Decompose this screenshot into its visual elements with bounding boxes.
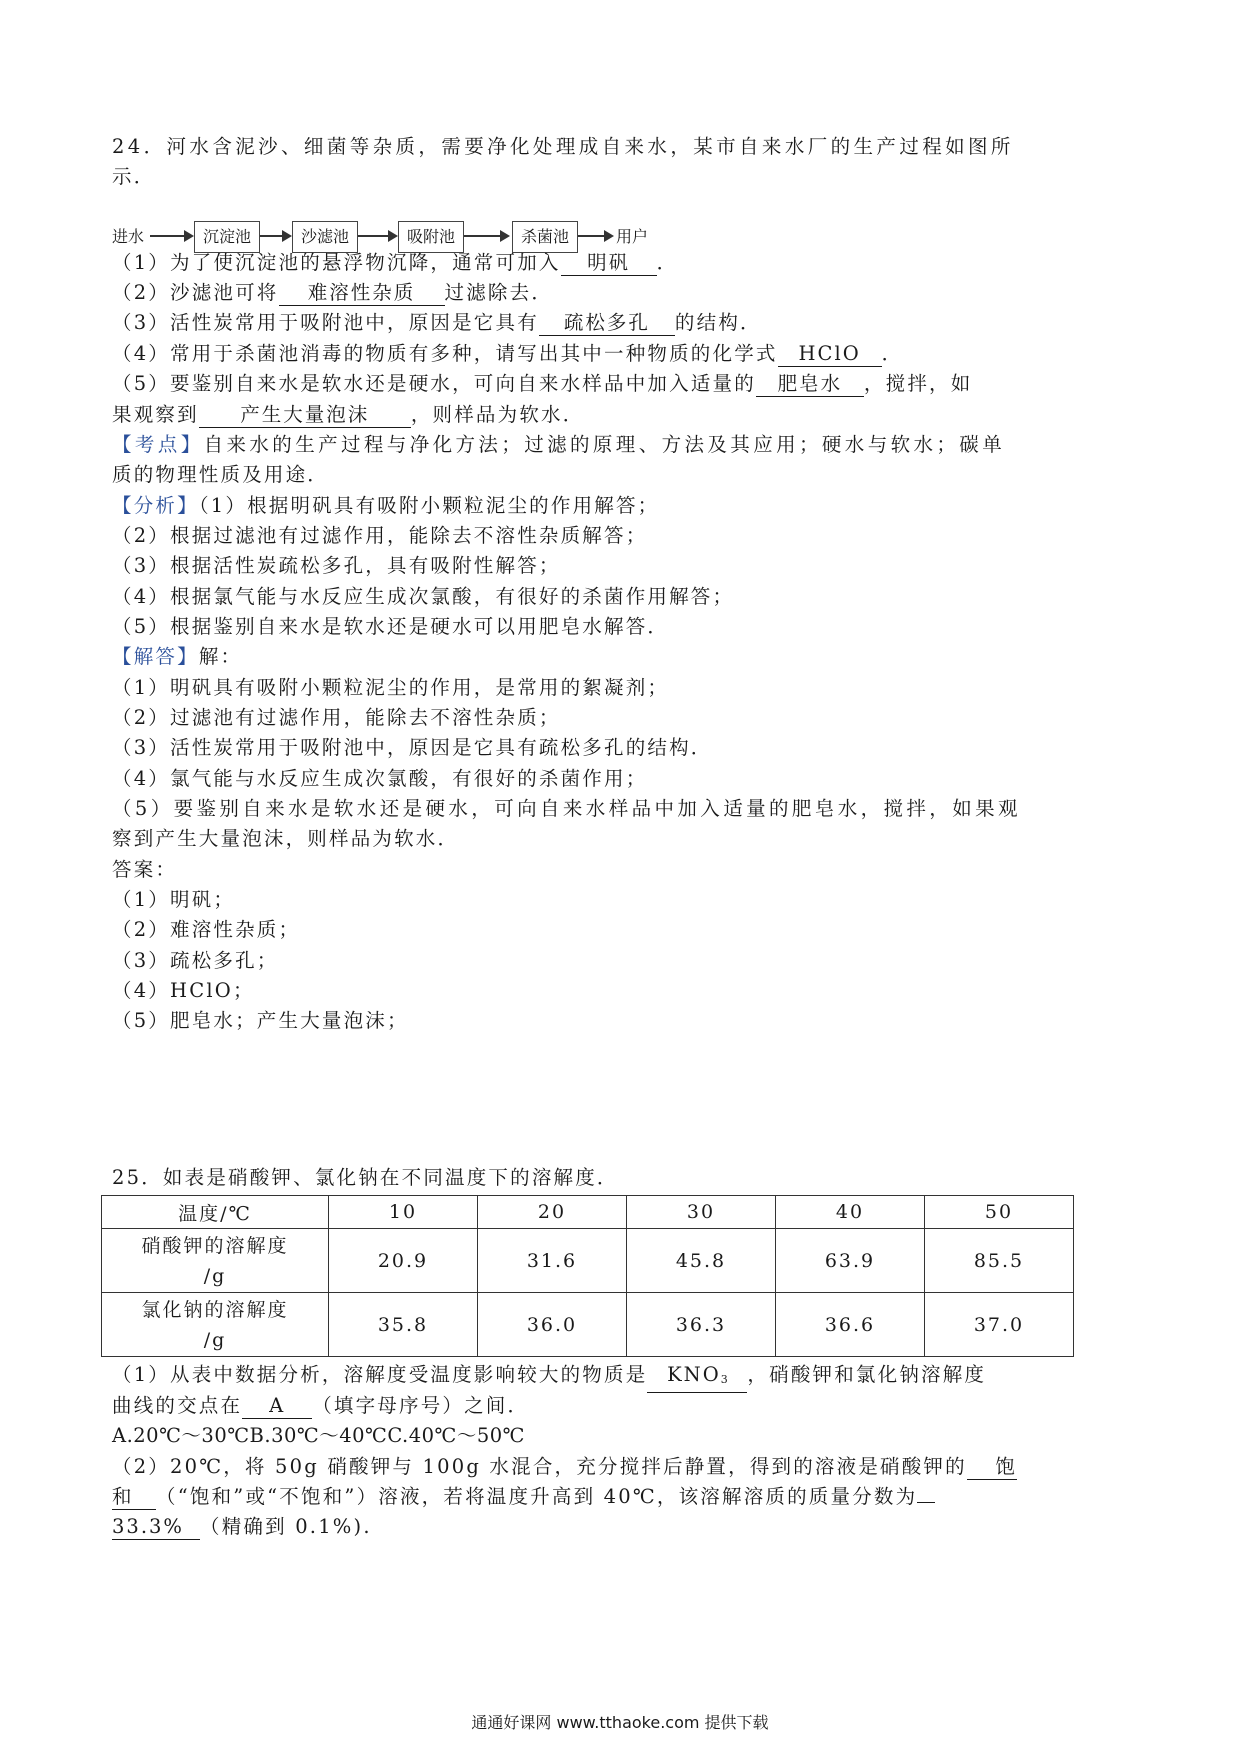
table-header-row bbox=[102, 1196, 1074, 1229]
q24-fenxi-line: （2）根据过滤池有过滤作用，能除去不溶性杂质解答； bbox=[112, 524, 648, 547]
flow-step-sterilization: 杀菌池 bbox=[512, 221, 578, 253]
answer-blank: 饱 bbox=[967, 1455, 1017, 1480]
table-header-cell: 40 bbox=[776, 1196, 925, 1229]
answer-blank: A bbox=[242, 1394, 312, 1419]
table-cell: 37.0 bbox=[925, 1293, 1074, 1357]
flow-end-label: 用户 bbox=[616, 227, 649, 246]
jieda-tag: 【解答】 bbox=[112, 645, 199, 668]
table-header-cell: 50 bbox=[925, 1196, 1074, 1229]
table-cell: 85.5 bbox=[925, 1229, 1074, 1293]
q24-answer-line: （2）难溶性杂质； bbox=[112, 918, 301, 941]
q24-jieda-line: （3）活性炭常用于吸附池中，原因是它具有疏松多孔的结构． bbox=[112, 736, 713, 759]
answer-blank: 肥皂水 bbox=[756, 372, 864, 397]
table-cell: 36.0 bbox=[478, 1293, 627, 1357]
table-header-cell: 温度/℃ bbox=[102, 1196, 329, 1229]
page-footer: 通通好课网 www.tthaoke.com 提供下载 bbox=[471, 1713, 769, 1732]
flow-start-label: 进水 bbox=[112, 227, 145, 246]
q24-fenxi-line: （5）根据鉴别自来水是软水还是硬水可以用肥皂水解答． bbox=[112, 615, 670, 638]
q24-kaodian-line2: 质的物理性质及用途． bbox=[112, 463, 330, 486]
q25-stem: 25．如表是硝酸钾、氯化钠在不同温度下的溶解度． bbox=[112, 1166, 619, 1189]
q24-stem-line1: 24．河水含泥沙、细菌等杂质，需要净化处理成自来水，某市自来水厂的生产过程如图所 bbox=[112, 135, 1014, 158]
q24-jieda-head: 【解答】解： bbox=[112, 645, 243, 668]
q24-stem-line2: 示． bbox=[112, 165, 156, 188]
kaodian-tag: 【考点】 bbox=[112, 433, 204, 456]
flow-arrow-icon bbox=[578, 235, 612, 237]
q24-jieda-line: （1）明矾具有吸附小颗粒泥尘的作用，是常用的絮凝剂； bbox=[112, 676, 670, 699]
q25-part1-line1: （1）从表中数据分析，溶解度受温度影响较大的物质是 $KNO_3$ ，硝酸钾和氯化钠溶解度 bbox=[112, 1360, 1132, 1393]
flow-step-sand-filter: 沙滤池 bbox=[292, 221, 358, 253]
table-cell: 35.8 bbox=[329, 1293, 478, 1357]
answer-blank: 明矾 bbox=[561, 251, 657, 276]
table-cell: 31.6 bbox=[478, 1229, 627, 1293]
table-cell: 20.9 bbox=[329, 1229, 478, 1293]
answer-blank: $KNO_3$ bbox=[647, 1363, 747, 1393]
solubility-table bbox=[101, 1195, 1074, 1357]
table-cell: 63.9 bbox=[776, 1229, 925, 1293]
table-header-cell: 10 bbox=[329, 1196, 478, 1229]
q24-part4: （4）常用于杀菌池消毒的物质有多种，请写出其中一种物质的化学式 HClO ． bbox=[112, 342, 904, 365]
q24-jieda-line: 察到产生大量泡沫，则样品为软水． bbox=[112, 827, 460, 850]
answer-blank: 疏松多孔 bbox=[539, 311, 675, 336]
answer-blank: 和 bbox=[112, 1485, 156, 1510]
q24-answer-line: （5）肥皂水；产生大量泡沫； bbox=[112, 1009, 409, 1032]
table-row bbox=[102, 1229, 1074, 1293]
q24-jieda-line: （5）要鉴别自来水是软水还是硬水，可向自来水样品中加入适量的肥皂水，搅拌，如果观 bbox=[112, 797, 1021, 820]
table-cell: 36.3 bbox=[627, 1293, 776, 1357]
q24-jieda-line: （2）过滤池有过滤作用，能除去不溶性杂质； bbox=[112, 706, 561, 729]
flow-arrow-icon bbox=[260, 235, 290, 237]
flow-step-sedimentation: 沉淀池 bbox=[194, 221, 260, 253]
flow-arrow-icon bbox=[464, 235, 508, 237]
q24-kaodian-line1: 【考点】自来水的生产过程与净化方法；过滤的原理、方法及其应用；硬水与软水；碳单 bbox=[112, 433, 1006, 456]
q24-part5-line2: 果观察到 产生大量泡沫 ，则样品为软水． bbox=[112, 403, 585, 426]
q24-part5-line1: （5）要鉴别自来水是软水还是硬水，可向自来水样品中加入适量的 肥皂水 ，搅拌，如 bbox=[112, 372, 973, 395]
table-header-cell: 30 bbox=[627, 1196, 776, 1229]
fenxi-tag: 【分析】 bbox=[112, 494, 199, 517]
answer-blank bbox=[917, 1502, 935, 1503]
flow-arrow-icon bbox=[358, 235, 396, 237]
q24-answer-line: （3）疏松多孔； bbox=[112, 949, 279, 972]
q25-part2-line1: （2）20℃，将 50g 硝酸钾与 100g 水混合，充分搅拌后静置，得到的溶液是硝酸钾的 饱 bbox=[112, 1455, 1017, 1478]
answer-blank: 产生大量泡沫 bbox=[199, 403, 411, 428]
q25-part2-line3: 33.3% （精确到 0.1%). bbox=[112, 1515, 372, 1538]
answer-blank: HClO bbox=[778, 342, 882, 367]
table-row-label: 硝酸钾的溶解度 /g bbox=[102, 1229, 329, 1293]
q24-part2: （2）沙滤池可将 难溶性杂质 过滤除去． bbox=[112, 281, 554, 304]
q25-part2-line2: 和 （“饱和”或“不饱和”）溶液，若将温度升高到 40℃，该溶解溶质的质量分数为 bbox=[112, 1482, 1132, 1512]
answer-blank: 33.3% bbox=[112, 1515, 200, 1540]
q24-answer-head: 答案： bbox=[112, 858, 178, 881]
table-cell: 45.8 bbox=[627, 1229, 776, 1293]
q24-fenxi-line: （3）根据活性炭疏松多孔，具有吸附性解答； bbox=[112, 554, 561, 577]
q24-answer-line: （1）明矾； bbox=[112, 888, 236, 911]
table-cell: 36.6 bbox=[776, 1293, 925, 1357]
table-header-cell: 20 bbox=[478, 1196, 627, 1229]
table-row bbox=[102, 1293, 1074, 1357]
q24-part3: （3）活性炭常用于吸附池中，原因是它具有 疏松多孔 的结构． bbox=[112, 311, 762, 334]
q24-fenxi-line1: 【分析】（1）根据明矾具有吸附小颗粒泥尘的作用解答； bbox=[112, 494, 660, 517]
table-row-label: 氯化钠的溶解度 /g bbox=[102, 1293, 329, 1357]
q24-part1: （1）为了使沉淀池的悬浮物沉降，通常可加入 明矾 ． bbox=[112, 251, 679, 274]
q25-options: A.20℃～30℃B.30℃～40℃C.40℃～50℃ bbox=[112, 1424, 525, 1447]
flow-step-adsorption: 吸附池 bbox=[398, 221, 464, 253]
q24-jieda-line: （4）氯气能与水反应生成次氯酸，有很好的杀菌作用； bbox=[112, 767, 648, 790]
q25-part1-line2: 曲线的交点在 A （填字母序号）之间． bbox=[112, 1394, 530, 1417]
answer-blank: 难溶性杂质 bbox=[279, 281, 445, 306]
flow-arrow-icon bbox=[150, 235, 192, 237]
q24-answer-line: （4）HClO； bbox=[112, 979, 255, 1002]
q24-fenxi-line: （4）根据氯气能与水反应生成次氯酸，有很好的杀菌作用解答； bbox=[112, 585, 735, 608]
